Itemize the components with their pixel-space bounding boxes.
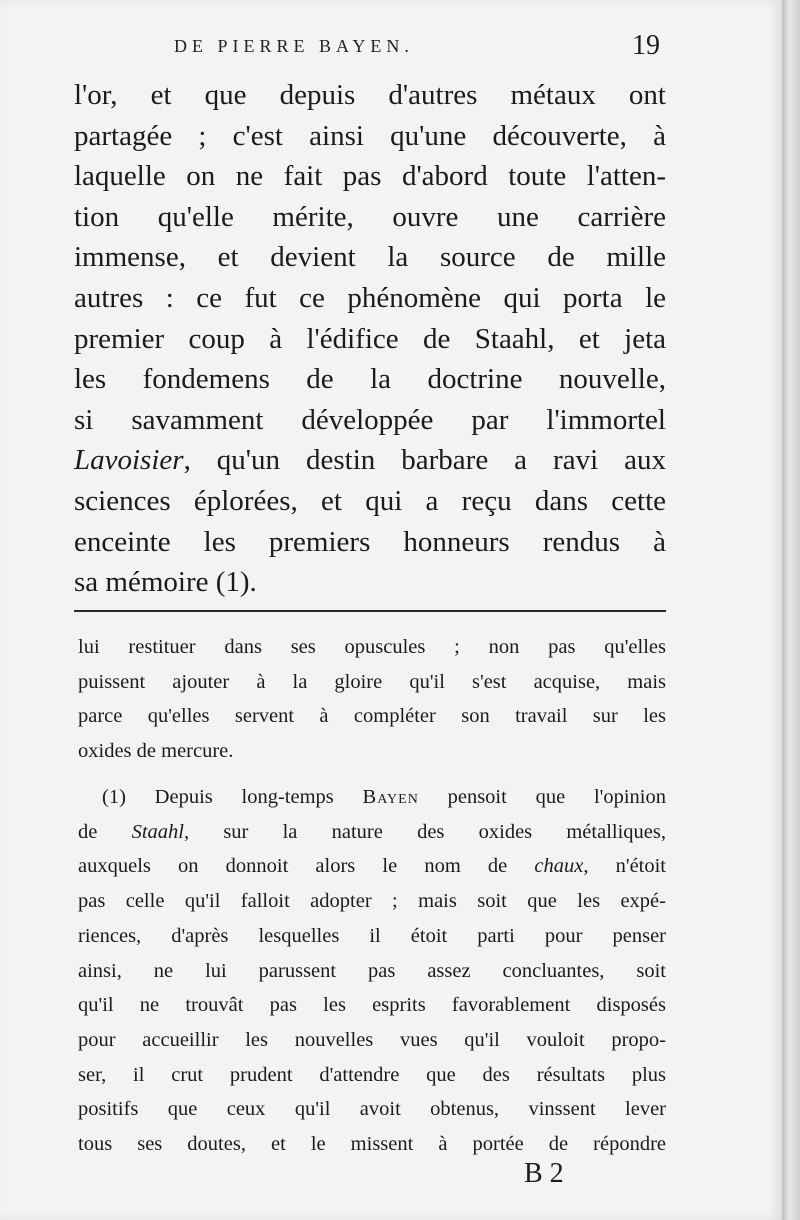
text-line: partagée ; c'est ainsi qu'une découverte, à (74, 119, 666, 152)
text-fragment: , sur la nature des oxides métalliques, (183, 820, 666, 843)
footnote-1 (78, 780, 666, 1162)
main-text (74, 75, 666, 603)
text-fragment: de (78, 820, 132, 843)
text-line: laquelle on ne fait pas d'abord toute l'atten- (74, 160, 666, 193)
footnote-line: parce qu'elles servent à compléter son travail sur les (78, 705, 666, 727)
text-line (74, 440, 666, 481)
text-fragment: , qu'un destin barbare a ravi aux (183, 444, 666, 477)
running-title: DE PIERRE BAYEN. (174, 36, 414, 56)
text-line: si savamment développée par l'immortel (74, 403, 666, 436)
text-fragment: , n'étoit (583, 855, 666, 878)
text-line: tion qu'elle mérite, ouvre une carrière (74, 200, 666, 233)
author-name-italic: Lavoisier (74, 444, 184, 477)
text-line: sciences éplorées, et qui a reçu dans cette (74, 484, 666, 517)
text-line: premier coup à l'édifice de Staahl, et jeta (74, 322, 666, 355)
text-fragment: auxquels on donnoit alors le nom de (78, 855, 535, 878)
name-small-caps: Bayen (362, 786, 419, 808)
footnote-line: pas celle qu'il falloit adopter ; mais soit que les expé- (78, 890, 666, 913)
page-edge (782, 0, 800, 1220)
footnote-marker: (1) Depuis long-temps (102, 786, 363, 808)
term-italic: chaux (534, 855, 584, 878)
signature-mark: B 2 (524, 1158, 564, 1189)
text-line: l'or, et que depuis d'autres métaux ont (74, 79, 666, 111)
footnote-line: ainsi, ne lui parussent pas assez concluantes, soit (78, 959, 666, 982)
name-italic: Staahl (131, 820, 184, 843)
footnote-line: tous ses doutes, et le missent à portée de répondre (78, 1133, 666, 1156)
text-line: autres : ce fut ce phénomène qui porta le (74, 281, 666, 314)
footnote-line: qu'il ne trouvât pas les esprits favorablement disposés (78, 994, 666, 1017)
footnote-continued (78, 630, 666, 768)
text-line: immense, et devient la source de mille (74, 241, 666, 274)
footnote-line (78, 849, 666, 884)
text-line: les fondemens de la doctrine nouvelle, (74, 363, 666, 396)
footnote-line (78, 815, 666, 850)
footnotes (78, 630, 666, 1156)
footnote-line: puissent ajouter à la gloire qu'il s'est acquise, mais (78, 670, 666, 693)
page-header (174, 30, 660, 66)
footnote-line: riences, d'après lesquelles il étoit parti pour penser (78, 924, 666, 947)
footnote-line: positifs que ceux qu'il avoit obtenus, vinssent lever (78, 1098, 666, 1121)
footnote-line: oxides de mercure. (78, 739, 234, 762)
text-line: sa mémoire (1). (74, 566, 257, 599)
page-number: 19 (632, 30, 660, 61)
footnote-line: lui restituer dans ses opuscules ; non pas qu'elles (78, 636, 666, 658)
footnote-divider (74, 610, 666, 612)
text-fragment: pensoit que l'opinion (418, 786, 666, 808)
footnote-line: ser, il crut prudent d'attendre que des résultats plus (78, 1063, 666, 1086)
text-line: enceinte les premiers honneurs rendus à (74, 525, 666, 558)
footnote-line (78, 780, 666, 815)
footnote-line: pour accueillir les nouvelles vues qu'il vouloit propo- (78, 1028, 666, 1051)
